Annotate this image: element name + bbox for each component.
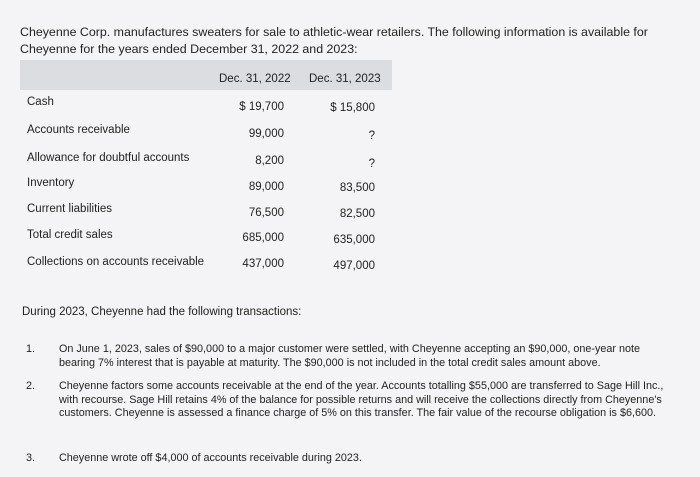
- cash-2023: $ 15,800: [330, 102, 375, 114]
- transaction-number: 3.: [26, 452, 36, 464]
- current-liabilities-2022: 76,500: [248, 207, 284, 219]
- transaction-text: On June 1, 2023, sales of $90,000 to a major customer were settled, with Cheyenne accepting an $90,000, one-year note bearing 7% interest that is payable at maturity. The $90,000 is not included in the total credit sales amount above.: [59, 343, 640, 369]
- allowance-2022: 8,200: [255, 155, 284, 167]
- total-credit-sales-2022: 685,000: [242, 232, 284, 244]
- transaction-item: [26, 343, 666, 370]
- row-label-accounts-receivable: Accounts receivable: [27, 124, 130, 136]
- row-label-allowance: Allowance for doubtful accounts: [27, 152, 190, 164]
- transaction-text: Cheyenne wrote off $4,000 of accounts receivable during 2023.: [59, 452, 362, 464]
- row-label-current-liabilities: Current liabilities: [27, 203, 113, 215]
- row-label-inventory: Inventory: [27, 177, 75, 189]
- total-credit-sales-2023: 635,000: [333, 234, 375, 246]
- transaction-text: Cheyenne factors some accounts receivable at the end of the year. Accounts totalling $55,000 are transferred to Sage Hill Inc., with recourse. Sage Hill retains 4% of the balance for possible returns and will receive the collections directly from Cheyenne's customers. Cheyenne is assessed a finance charge of 5% on this transfer. The fair value of the recourse obligation is $6,600.: [59, 380, 664, 419]
- column-header-2023: Dec. 31, 2023: [309, 73, 381, 85]
- accounts-receivable-2023: ?: [368, 130, 375, 142]
- transactions-intro: During 2023, Cheyenne had the following transactions:: [22, 306, 302, 318]
- current-liabilities-2023: 82,500: [339, 208, 375, 220]
- problem-intro: Cheyenne Corp. manufactures sweaters for sale to athletic-wear retailers. The following information is available for Cheyenne for the years ended December 31, 2022 and 2023:: [20, 25, 648, 56]
- cash-2022: $ 19,700: [239, 101, 284, 113]
- column-header-2022: Dec. 31, 2022: [219, 73, 291, 85]
- collections-2022: 437,000: [242, 258, 284, 270]
- row-label-cash: Cash: [27, 96, 54, 108]
- transaction-item: [26, 452, 666, 466]
- transaction-item: [26, 380, 666, 421]
- row-label-total-credit-sales: Total credit sales: [27, 229, 113, 241]
- row-label-collections: Collections on accounts receivable: [27, 256, 205, 268]
- transaction-number: 1.: [26, 343, 36, 355]
- accounts-receivable-2022: 99,000: [248, 128, 284, 140]
- inventory-2022: 89,000: [248, 181, 284, 193]
- allowance-2023: ?: [368, 158, 375, 170]
- transaction-number: 2.: [26, 380, 36, 392]
- collections-2023: 497,000: [333, 260, 375, 272]
- inventory-2023: 83,500: [339, 182, 375, 194]
